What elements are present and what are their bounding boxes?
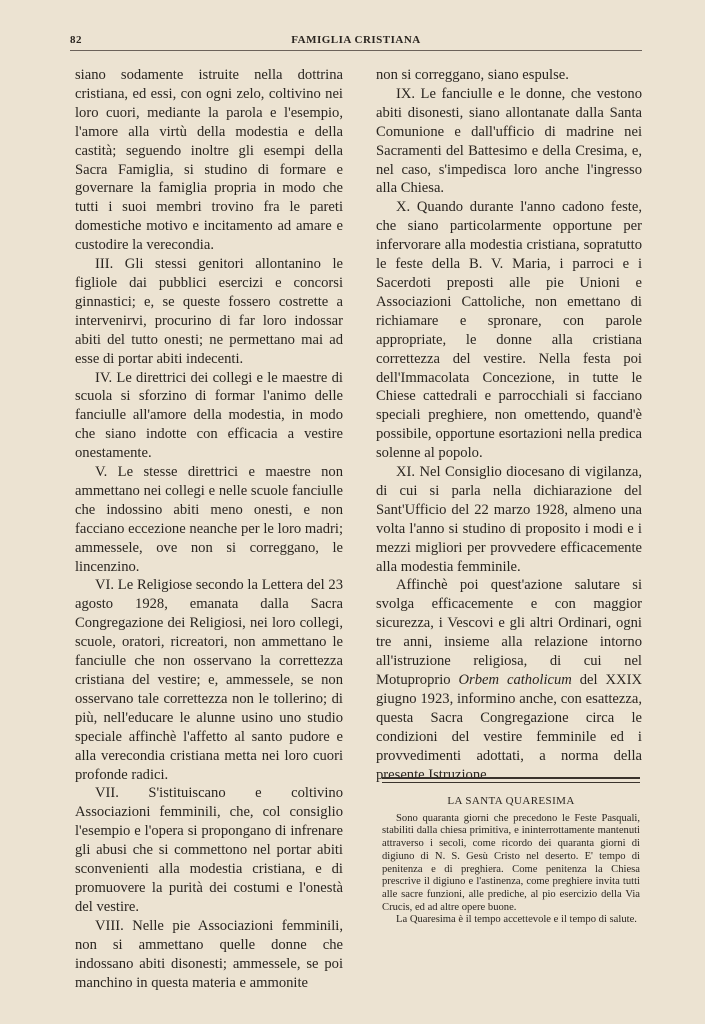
paragraph-x: X. Quando durante l'anno cadono feste, che siano particolarmente opportune per infervorare alla modestia cristiana, sopratutto le feste della B. V. Maria, i parroci e i Sacerdoti preposti alle pie Unioni e Associazioni Cattoliche, non emettano di richiamare e spronare, con parole appropriate, le donne alla cristiana correttezza del vestire. Nella festa poi dell'Immacolata Concezione, in tutte le Chiese cattedrali e parrocchiali si facciano speciali preghiere, non omettendo, quand'è possibile, opportune esortazioni nella predica solenne al popolo.	[376, 199, 642, 462]
paragraph-closing	[376, 576, 642, 784]
paragraph-iii: III. Gli stessi genitori allontanino le figliole dai pubblici esercizi e concorsi ginnastici; e, se queste fossero costrette a intervenirvi, procurino di far loro indossar abiti del tutto onesti; ne permettano mai ad esse di portar abiti indecenti.	[75, 256, 343, 367]
paragraph-v: V. Le stesse direttrici e maestre non ammettano nei collegi e nelle scuole fanciulle che indossino abiti meno onesti, e non facciano eccezione neanche per le loro madri; ammessele, ove non si correggano, le lincenzino.	[75, 464, 343, 575]
closing-text-before: Affinchè poi quest'azione salutare si svolga efficacemente e con maggior sicurezza, i Vescovi e gli altri Ordinari, ogni tre anni, insieme alla relazione intorno all'istruzione religiosa, di cui nel Motuproprio	[376, 577, 642, 688]
page-header	[70, 34, 642, 50]
paragraph-viii-continuation: non si correggano, siano espulse.	[376, 67, 569, 83]
paragraph-vii: VII. S'istituiscano e coltivino Associazioni femminili, che, col consiglio l'esempio e l'opera si propongano di infrenare gli abusi che si commettono nel portar abiti sconvenienti alla modestia cristiana, e di promuovere la purità dei costumi e l'onestà del vestire.	[75, 785, 343, 915]
section-divider	[382, 777, 640, 783]
paragraph-vi: VI. Le Religiose secondo la Lettera del 23 agosto 1928, emanata dalla Sacra Congregazione dei Religiosi, nei loro collegi, scuole, oratori, ricreatori, non ammettano le fanciulle che non osservano la correttezza cristiana del vestire; e, ammessele, se non osservano tale correttezza non le tollerino; di più, nell'educare le alunne usino uno studio speciale affinchè l'affetto al santo pudore e alla verecondia cristiana metta nei loro cuori profonde radici.	[75, 577, 343, 783]
paragraph-iv: IV. Le direttrici dei collegi e le maestre di scuola si sforzino di formar l'animo delle fanciulle all'amore della modestia, in modo che siano indotte con efficacia a vestire onestamente.	[75, 369, 343, 462]
divider-thin-line	[382, 782, 640, 783]
divider-thick-line	[382, 777, 640, 779]
paragraph-ix: IX. Le fanciulle e le donne, che vestono abiti disonesti, siano allontanate dalla Santa Comunione e dall'ufficio di madrine nei Sacramenti del Battesimo e della Cresima, e, nel caso, s'impedisca loro anche l'ingresso alla Chiesa.	[376, 85, 642, 197]
paragraph-continuation: siano sodamente istruite nella dottrina cristiana, ed essi, con ogni zelo, coltivino nei loro cuori, mediante la parola e l'esempio, l'amore alla virtù della modestia e della castità; seguendo inoltre gli esempi della Sacra Famiglia, si studino di formare e governare la famiglia propria in modo che tutti i suoi membri trovino fra le pareti domestiche motivo e incitamento ad amare e custodire la verecondia.	[75, 67, 343, 254]
running-title: FAMIGLIA CRISTIANA	[291, 34, 421, 46]
left-column	[75, 66, 343, 992]
closing-italic-title: Orbem catholicum	[458, 672, 572, 688]
page-number: 82	[70, 34, 82, 46]
box-paragraph: La Quaresima è il tempo accettevole e il tempo di salute.	[396, 914, 637, 926]
quaresima-box	[382, 795, 640, 927]
box-title: LA SANTA QUARESIMA	[447, 795, 575, 807]
paragraph-viii: VIII. Nelle pie Associazioni femminili, non si ammettano quelle donne che indossano abiti disonesti; ammessele, se poi manchino in questa materia e ammonite	[75, 917, 343, 991]
closing-text-after: del XXIX giugno 1923, informino anche, con esattezza, questa Sacra Congregazione circa le condizioni del vestire femminile ed i provvedimenti adottati, a norma della presente Istruzione.	[376, 672, 642, 783]
right-column	[376, 66, 642, 784]
header-rule	[70, 50, 642, 51]
box-paragraph: Sono quaranta giorni che precedono le Feste Pasquali, stabiliti dalla chiesa primitiva, e ininterrottamente mantenuti attraverso i secoli, come ricordo dei quaranta giorni di digiuno di N. S. Gesù Cristo nel deserto. E' tempo di penitenza e di preghiera. Come penitenza la Chiesa prescrive il digiuno e l'astinenza, come preghiere invita tutti alle sacre funzioni, alle prediche, al pio esercizio della Via Crucis, ed ad altre opere buone.	[382, 812, 640, 913]
paragraph-xi: XI. Nel Consiglio diocesano di vigilanza, di cui si parla nella dichiarazione del Sant'Ufficio del 22 marzo 1928, almeno una volta l'anno si studino di proposito i modi e i mezzi migliori per provvedere efficacemente alla modestia femminile.	[376, 464, 642, 575]
